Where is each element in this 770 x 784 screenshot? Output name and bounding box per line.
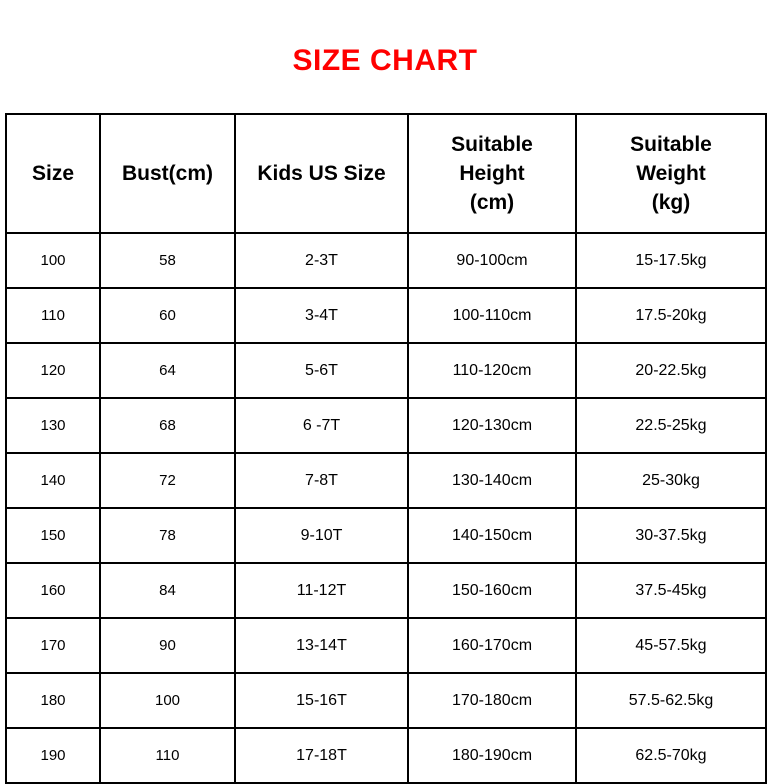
cell-bust: 58 [100, 233, 235, 288]
cell-size: 140 [6, 453, 100, 508]
column-header-bust-line-1: Bust(cm) [121, 162, 213, 185]
cell-size: 130 [6, 398, 100, 453]
cell-bust: 78 [100, 508, 235, 563]
cell-kids-us-size: 17-18T [235, 728, 408, 783]
column-header-suitable-height-line-3: (cm) [469, 191, 515, 214]
column-header-size [6, 114, 100, 233]
cell-suitable-weight: 22.5-25kg [576, 398, 766, 453]
cell-size: 150 [6, 508, 100, 563]
cell-suitable-weight: 30-37.5kg [576, 508, 766, 563]
cell-bust: 110 [100, 728, 235, 783]
cell-suitable-weight: 17.5-20kg [576, 288, 766, 343]
cell-suitable-height: 160-170cm [408, 618, 576, 673]
cell-size: 180 [6, 673, 100, 728]
cell-suitable-weight: 25-30kg [576, 453, 766, 508]
cell-kids-us-size: 5-6T [235, 343, 408, 398]
size-chart-table-wrapper [5, 113, 765, 784]
cell-kids-us-size: 15-16T [235, 673, 408, 728]
table-row [6, 618, 766, 673]
cell-suitable-weight: 62.5-70kg [576, 728, 766, 783]
cell-suitable-height: 120-130cm [408, 398, 576, 453]
cell-suitable-height: 110-120cm [408, 343, 576, 398]
table-row [6, 563, 766, 618]
cell-bust: 60 [100, 288, 235, 343]
table-body [6, 233, 766, 783]
cell-suitable-height: 150-160cm [408, 563, 576, 618]
cell-kids-us-size: 11-12T [235, 563, 408, 618]
cell-size: 110 [6, 288, 100, 343]
column-header-suitable-weight-line-1: Suitable [630, 133, 712, 156]
column-header-kids-us-size-line-1: Kids US Size [257, 162, 386, 185]
column-header-size-line-1: Size [31, 162, 75, 185]
cell-suitable-height: 180-190cm [408, 728, 576, 783]
table-header [6, 114, 766, 233]
cell-kids-us-size: 7-8T [235, 453, 408, 508]
cell-size: 120 [6, 343, 100, 398]
table-row [6, 233, 766, 288]
cell-size: 190 [6, 728, 100, 783]
column-header-bust [100, 114, 235, 233]
column-header-suitable-height-line-2: Height [459, 162, 525, 185]
column-header-suitable-weight-line-2: Weight [636, 162, 706, 185]
cell-bust: 72 [100, 453, 235, 508]
cell-suitable-height: 140-150cm [408, 508, 576, 563]
table-row [6, 288, 766, 343]
cell-kids-us-size: 3-4T [235, 288, 408, 343]
cell-bust: 64 [100, 343, 235, 398]
column-header-suitable-height-line-1: Suitable [451, 133, 533, 156]
cell-suitable-weight: 20-22.5kg [576, 343, 766, 398]
column-header-suitable-weight-line-3: (kg) [651, 191, 691, 214]
cell-suitable-height: 170-180cm [408, 673, 576, 728]
cell-bust: 84 [100, 563, 235, 618]
table-row [6, 728, 766, 783]
cell-suitable-weight: 57.5-62.5kg [576, 673, 766, 728]
cell-suitable-weight: 37.5-45kg [576, 563, 766, 618]
table-row [6, 343, 766, 398]
cell-kids-us-size: 13-14T [235, 618, 408, 673]
cell-suitable-height: 100-110cm [408, 288, 576, 343]
cell-bust: 90 [100, 618, 235, 673]
cell-kids-us-size: 2-3T [235, 233, 408, 288]
table-header-row [6, 114, 766, 233]
cell-suitable-height: 90-100cm [408, 233, 576, 288]
table-row [6, 673, 766, 728]
table-row [6, 508, 766, 563]
cell-size: 100 [6, 233, 100, 288]
column-header-kids-us-size [235, 114, 408, 233]
cell-size: 170 [6, 618, 100, 673]
table-row [6, 398, 766, 453]
column-header-suitable-weight [576, 114, 766, 233]
column-header-suitable-height [408, 114, 576, 233]
cell-suitable-weight: 15-17.5kg [576, 233, 766, 288]
cell-size: 160 [6, 563, 100, 618]
cell-bust: 68 [100, 398, 235, 453]
cell-suitable-weight: 45-57.5kg [576, 618, 766, 673]
page-title: SIZE CHART [292, 44, 478, 77]
cell-kids-us-size: 9-10T [235, 508, 408, 563]
size-chart-table [5, 113, 767, 784]
cell-kids-us-size: 6 -7T [235, 398, 408, 453]
cell-suitable-height: 130-140cm [408, 453, 576, 508]
table-row [6, 453, 766, 508]
cell-bust: 100 [100, 673, 235, 728]
